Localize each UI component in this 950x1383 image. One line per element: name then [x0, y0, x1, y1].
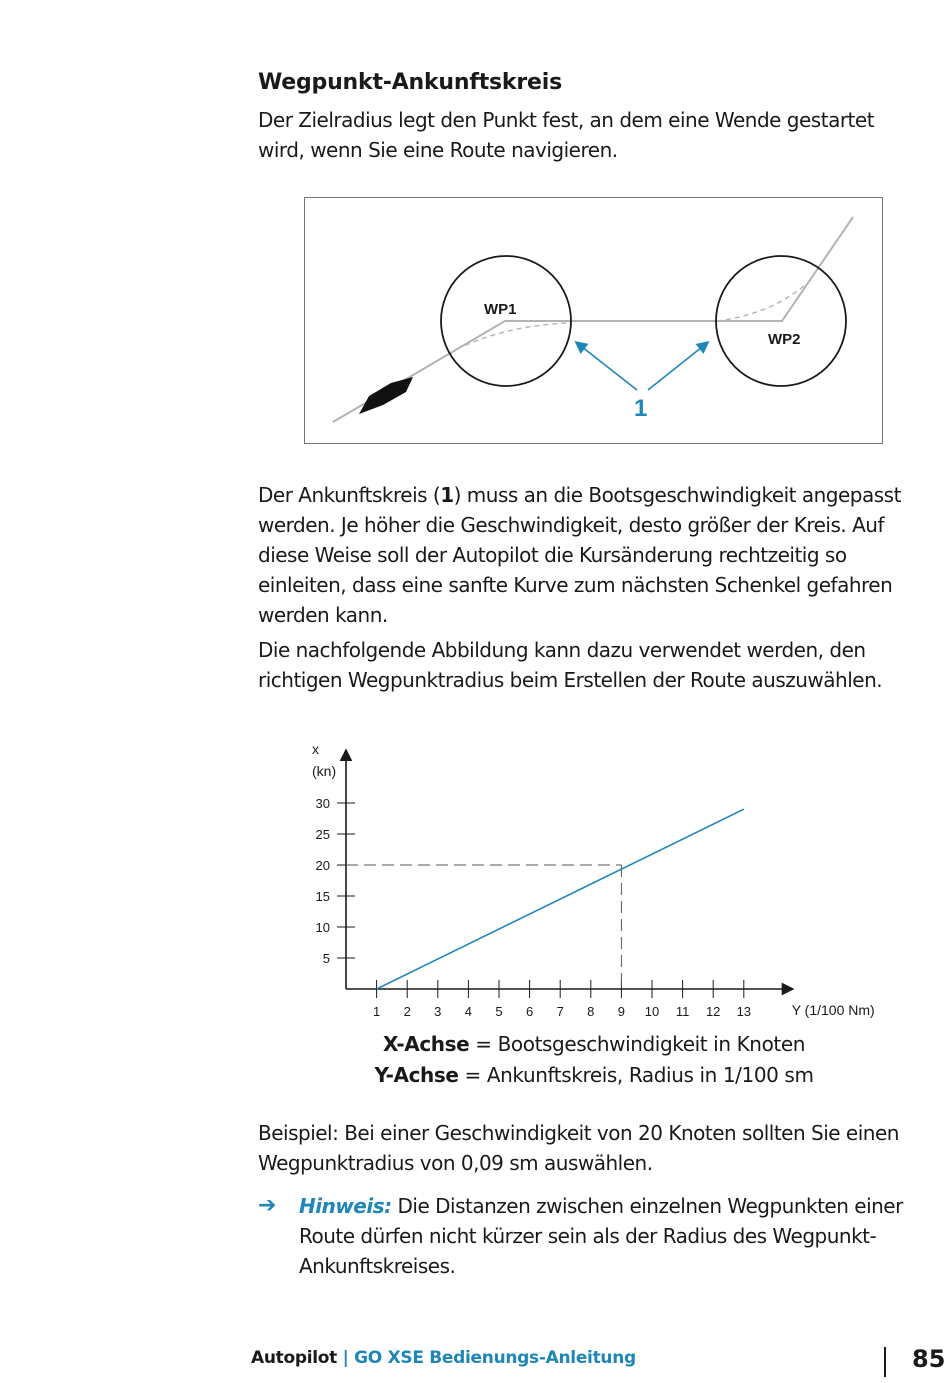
x-tick-label: 6 [525, 1004, 534, 1019]
speed-radius-chart [300, 735, 900, 1025]
y-axis-legend [258, 1060, 930, 1091]
y-axis-description: = Ankunftskreis, Radius in 1/100 sm [458, 1063, 814, 1087]
footer-separator: | [337, 1348, 355, 1368]
chart-canvas [300, 735, 900, 1025]
x-axis-description: = Bootsgeschwindigkeit in Knoten [469, 1032, 806, 1056]
x-tick-label: 10 [644, 1004, 660, 1019]
x-tick-label: 11 [675, 1004, 690, 1019]
y-tick-label: 10 [315, 920, 330, 935]
intro-paragraph: Der Zielradius legt den Punkt fest, an dem eine Wende gestartet wird, wenn Sie eine Route navigieren. [258, 108, 875, 162]
x-axis-legend [258, 1029, 930, 1060]
wp2-label: WP2 [768, 331, 801, 348]
x-axis-term: X-Achse [382, 1032, 470, 1056]
x-tick-label: 1 [372, 1004, 381, 1019]
turn-path-wp2 [717, 278, 813, 321]
speed-paragraph [258, 480, 918, 630]
x-tick-label: 3 [434, 1004, 442, 1019]
arrow-right-icon: ➔ [258, 1193, 277, 1218]
note-body: Die Distanzen zwischen einzelnen Wegpunkten einer Route dürfen nicht kürzer sein als der Radius des Wegpunkt-Ankunftskreises. [299, 1194, 903, 1278]
note-text [299, 1191, 929, 1281]
x-axis-label: Y (1/100 Nm) [791, 1002, 875, 1018]
callout-arrow-right [648, 343, 707, 390]
x-tick-label: 9 [617, 1004, 626, 1019]
series-line [377, 809, 744, 989]
footer-product: Autopilot [251, 1348, 337, 1368]
route-line [333, 217, 853, 422]
speed-paragraph-start: Der Ankunftskreis ( [258, 483, 441, 507]
y-tick-label: 30 [315, 796, 330, 811]
x-tick-label: 4 [464, 1004, 473, 1019]
chart-intro-paragraph: Die nachfolgende Abbildung kann dazu verwendet werden, den richtigen Wegpunktradius beim Erstellen der Route auszuwählen. [258, 638, 883, 692]
y-axis-label: x [312, 741, 319, 757]
x-tick-label: 13 [736, 1004, 752, 1019]
footer-divider [884, 1347, 886, 1377]
arrival-circle-diagram [305, 198, 884, 445]
example-paragraph: Beispiel: Bei einer Geschwindigkeit von 20 Knoten sollten Sie einen Wegpunktradius von 0,09 sm auswählen. [258, 1121, 899, 1175]
x-tick-label: 2 [403, 1004, 411, 1019]
y-tick-label: 20 [315, 858, 330, 873]
speed-paragraph-rest: ) muss an die Bootsgeschwindigkeit angepasst werden. Je höher die Geschwindigkeit, desto größer der Kreis. Auf diese Weise soll der Autopilot die Kursänderung rechtzeitig so einleiten, dass eine sanfte Kurve zum nächsten Schenkel gefahren werden kann. [258, 483, 901, 627]
page-number: 85 [912, 1345, 946, 1373]
arrival-circle-figure [304, 197, 883, 444]
y-axis-unit-label: (kn) [312, 763, 337, 779]
turn-path-wp1 [457, 323, 567, 349]
footer-title [251, 1348, 636, 1368]
note-label: Hinweis: [299, 1194, 392, 1218]
callout-arrow-left [577, 343, 637, 390]
y-axis-term: Y-Achse [374, 1063, 459, 1087]
speed-paragraph-ref: 1 [440, 483, 454, 507]
section-title: Wegpunkt-Ankunftskreis [258, 70, 562, 95]
y-tick-label: 5 [322, 951, 330, 966]
x-tick-label: 7 [556, 1004, 564, 1019]
callout-number: 1 [634, 395, 648, 422]
x-tick-label: 8 [587, 1004, 595, 1019]
wp1-label: WP1 [484, 301, 517, 318]
boat-icon [359, 377, 413, 414]
footer-manual-name: GO XSE Bedienungs-Anleitung [354, 1348, 636, 1368]
x-tick-label: 12 [705, 1004, 721, 1019]
y-tick-label: 25 [315, 827, 330, 842]
y-tick-label: 15 [315, 889, 330, 904]
x-tick-label: 5 [495, 1004, 503, 1019]
